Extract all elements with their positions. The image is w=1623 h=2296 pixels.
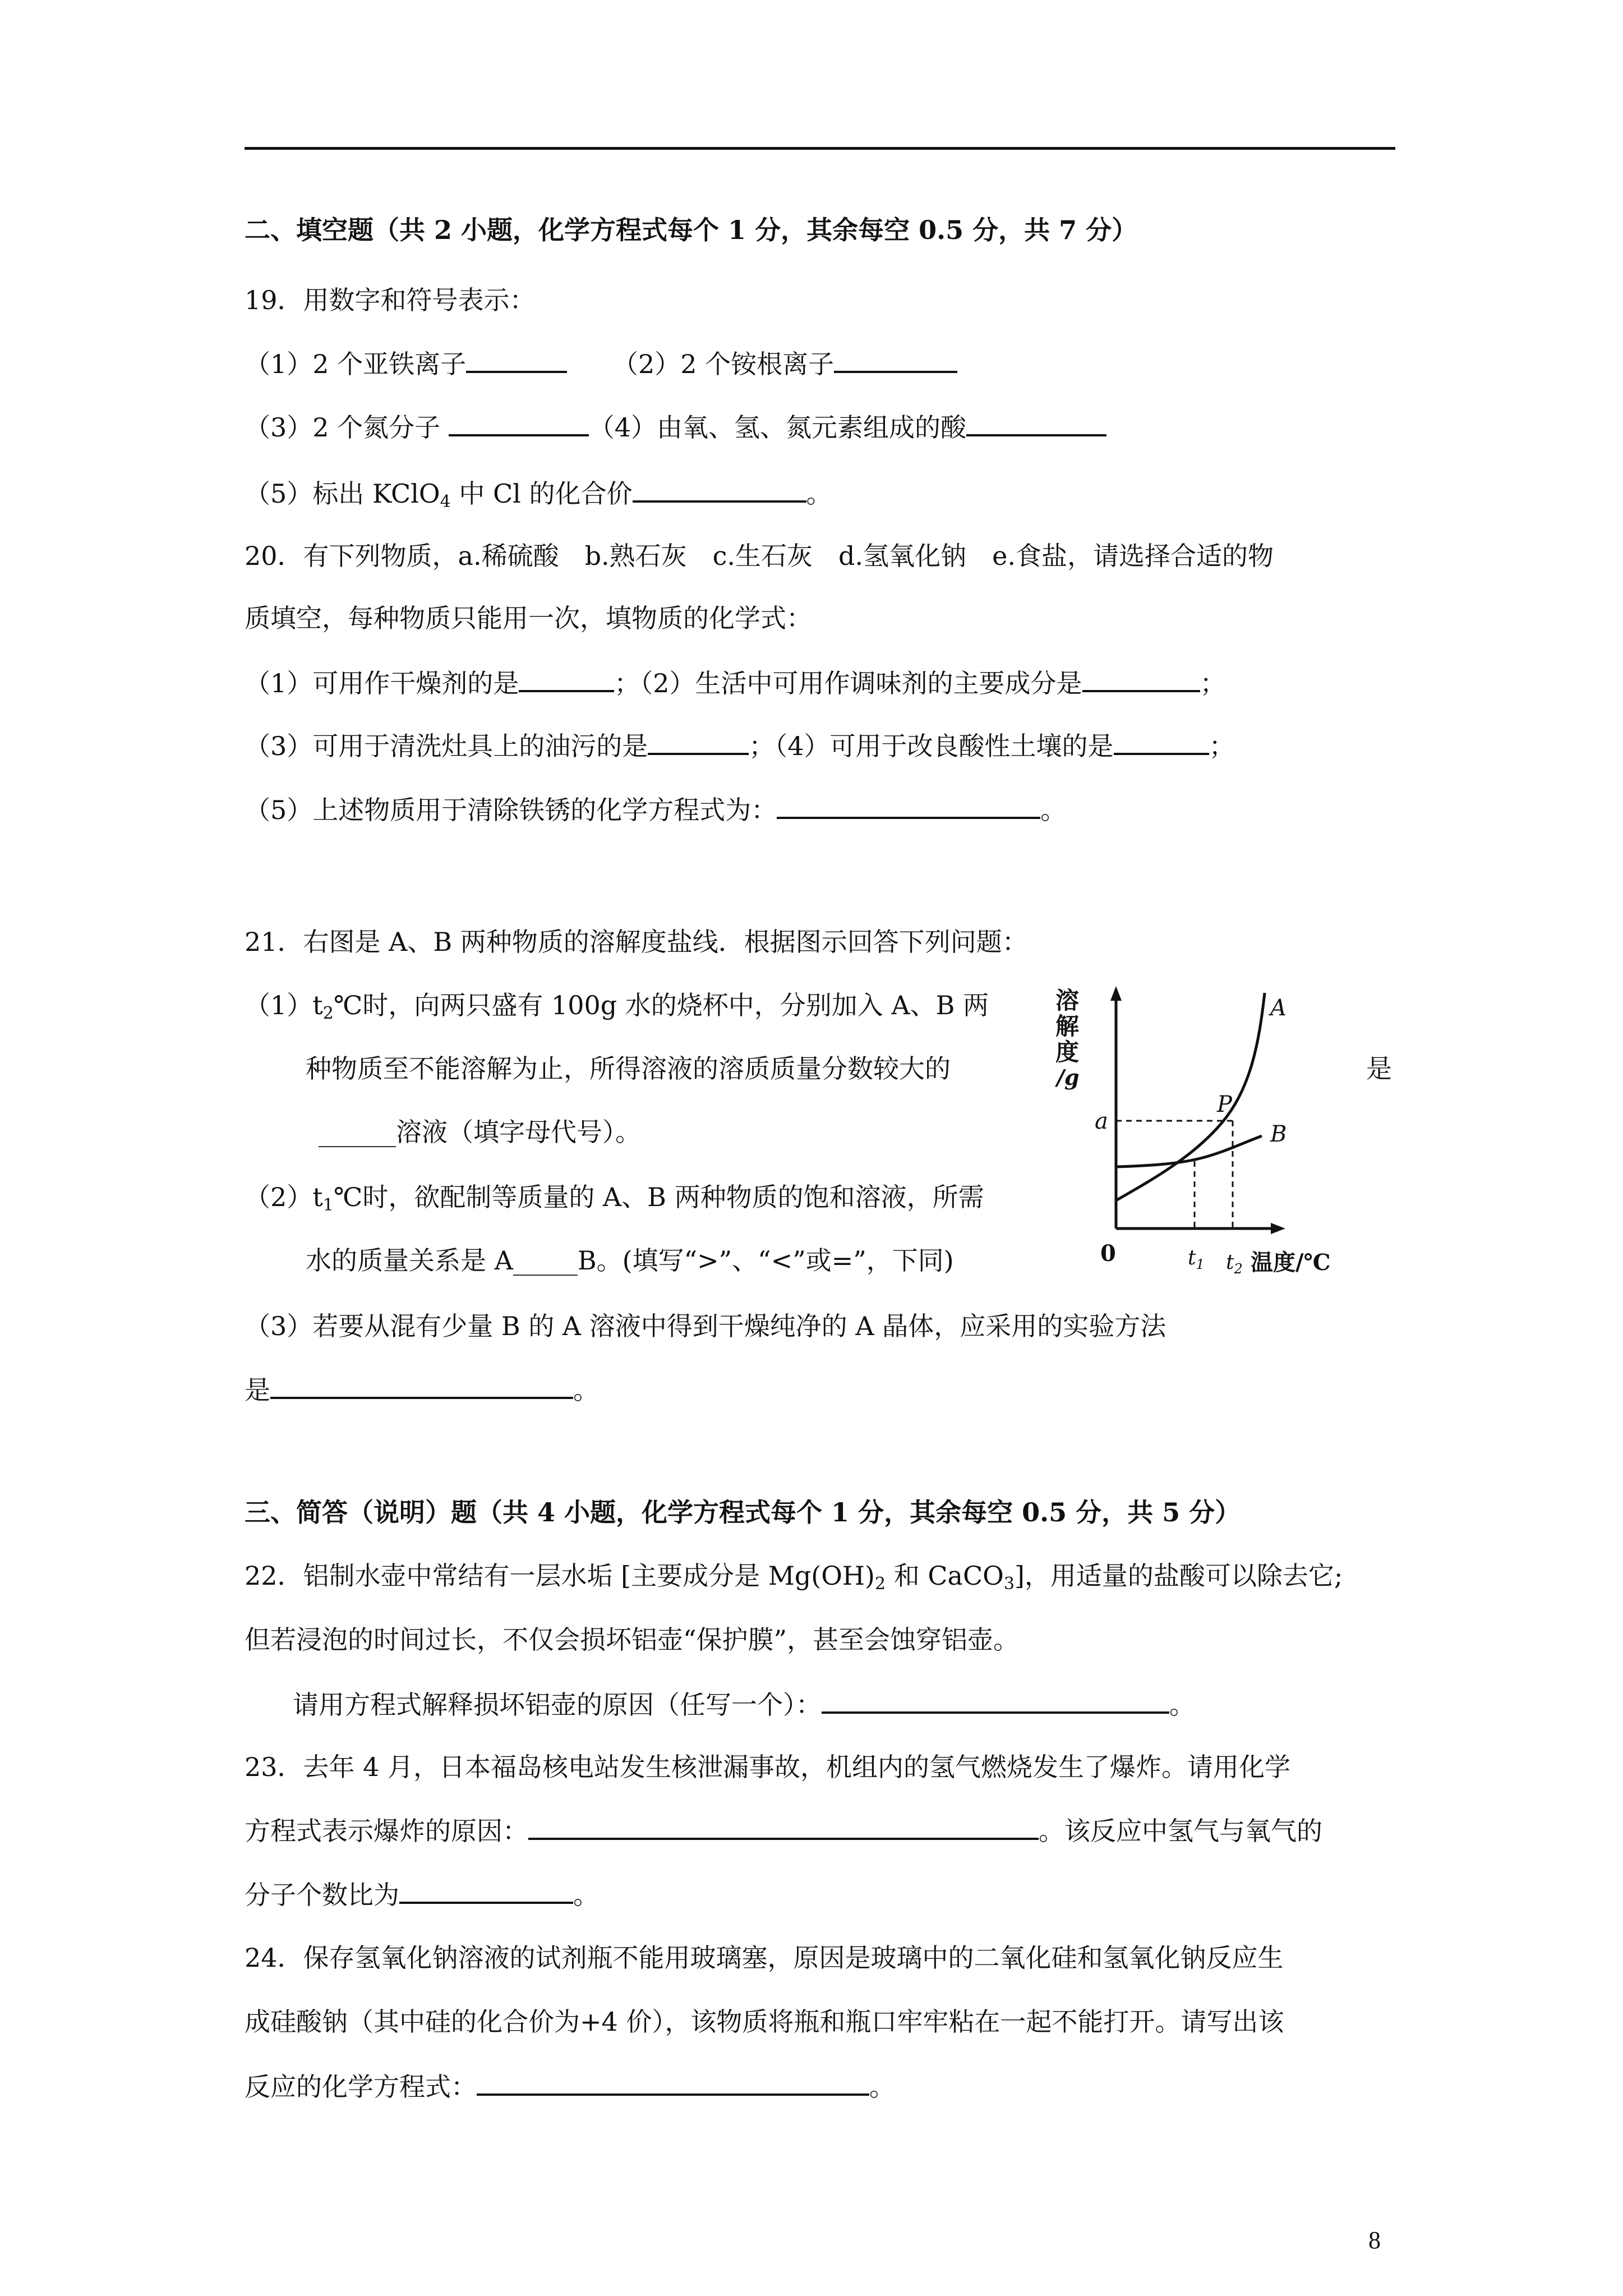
q20-line2: 质填空，每种物质只能用一次，填物质的化学式：	[245, 603, 812, 633]
q23-l2-end: 。该反应中氢气与氧气的	[1039, 1816, 1322, 1846]
chart-ylabel-4: /g	[1057, 1065, 1080, 1090]
q20-blank5[interactable]	[777, 792, 1040, 819]
chart-x-arrow	[1271, 1223, 1285, 1234]
q19-part5-sub: 4	[440, 492, 451, 512]
q21-p2-pre: （2）t	[245, 1182, 323, 1212]
q23-blank2[interactable]	[399, 1877, 573, 1904]
q21-blank1[interactable]: ______	[319, 1117, 396, 1147]
q19-line2	[245, 409, 1106, 444]
q19-blank5[interactable]	[633, 476, 806, 503]
q19-part5-pre: （5）标出 KClO	[245, 478, 440, 509]
chart-ylabel-3: 度	[1055, 1038, 1080, 1066]
chart-label-a: A	[1270, 995, 1287, 1021]
chart-tick-t1: $t_1$	[1188, 1246, 1205, 1272]
q19-blank4[interactable]	[966, 409, 1106, 436]
q20-part5-end: 。	[1040, 795, 1067, 825]
q20-part3: （3）可用于清洗灶具上的油污的是	[245, 731, 648, 761]
q23-line1: 23．去年 4 月，日本福岛核电站发生核泄漏事故，机组内的氢气燃烧发生了爆炸。请用化学	[245, 1752, 1291, 1782]
chart-ylabel-2: 解	[1055, 1013, 1080, 1040]
chart-y-arrow	[1110, 986, 1122, 1001]
q19-part1: （1）2 个亚铁离子	[245, 349, 467, 379]
q21-p1-sub: 2	[322, 1004, 334, 1023]
chart-xlabel: 温度/℃	[1251, 1249, 1331, 1276]
q22-line3	[293, 1687, 1195, 1722]
page-number: 8	[1368, 2226, 1381, 2254]
q19-part5-end: 。	[806, 478, 832, 509]
q19-line1b	[612, 346, 957, 381]
section-3-heading: 三、简答（说明）题（共 4 小题，化学方程式每个 1 分，其余每空 0.5 分，共 5 分）	[245, 1497, 1241, 1527]
q22-l3: 请用方程式解释损坏铝壶的原因（任写一个）：	[293, 1690, 822, 1720]
q22-sub2: 3	[1003, 1574, 1015, 1594]
q22-l1c: ]，用适量的盐酸可以除去它;	[1014, 1561, 1343, 1591]
q20-part5: （5）上述物质用于清除铁锈的化学方程式为：	[245, 795, 777, 825]
q21-p2-line2	[306, 1244, 954, 1277]
q24-line1: 24．保存氢氧化钠溶液的试剂瓶不能用玻璃塞，原因是玻璃中的二氧化硅和氢氧化钠反应生	[245, 1943, 1284, 1973]
q19-line3	[245, 476, 832, 510]
q21-p3-line1: （3）若要从混有少量 B 的 A 溶液中得到干燥纯净的 A 晶体，应采用的实验方法	[245, 1311, 1166, 1341]
q19-blank1[interactable]	[466, 346, 567, 373]
q21-p1-pre: （1）t	[245, 990, 323, 1020]
q22-l1b: 和 CaCO	[886, 1561, 1004, 1591]
q24-line3	[245, 2069, 895, 2104]
q20-part4: ；（4）可用于改良酸性土壤的是	[749, 731, 1114, 761]
q19-blank3[interactable]	[449, 409, 589, 436]
q20-line5	[245, 792, 1066, 827]
q23-l3-end: 。	[573, 1880, 599, 1910]
q20-part4-end: ；	[1209, 731, 1235, 761]
q22-line1	[245, 1559, 1343, 1593]
q19-stem: 19．用数字和符号表示：	[245, 285, 536, 315]
q22-l3-end: 。	[1169, 1690, 1195, 1720]
q24-blank[interactable]	[477, 2069, 869, 2096]
q21-blank3[interactable]	[270, 1372, 573, 1399]
q21-p1-line3	[319, 1115, 641, 1149]
q22-line2: 但若浸泡的时间过长，不仅会损坏铝壶“保护膜”，甚至会蚀穿铝壶。	[245, 1625, 1020, 1655]
q21-stem: 21．右图是 A、B 两种物质的溶解度盐线．根据图示回答下列问题：	[245, 927, 1028, 957]
q21-p1-line1	[245, 988, 989, 1022]
q20-line1: 20．有下列物质，a.稀硫酸 b.熟石灰 c.生石灰 d.氢氧化钠 e.食盐，请选择合适的物	[245, 541, 1274, 571]
q20-line4	[245, 728, 1235, 763]
q21-p3-end: 。	[573, 1375, 599, 1405]
q22-blank[interactable]	[822, 1687, 1169, 1714]
q23-l2: 方程式表示爆炸的原因：	[245, 1816, 528, 1846]
q20-blank3[interactable]	[648, 728, 749, 755]
q19-blank2[interactable]	[834, 346, 957, 373]
q21-p2-l2-pre: 水的质量关系是 A	[306, 1245, 513, 1276]
q21-p1-line2-end: 是	[1366, 1053, 1392, 1084]
q24-l3: 反应的化学方程式：	[245, 2072, 477, 2102]
q19-part2: （2）2 个铵根离子	[612, 349, 834, 379]
chart-ylabel-1: 溶	[1055, 987, 1080, 1014]
q21-p2-line1	[245, 1180, 984, 1214]
q21-p3-pre: 是	[245, 1375, 270, 1405]
q21-p2-l2-post: B。(填写“>”、“<”或=”，下同)	[577, 1245, 954, 1276]
q20-blank4[interactable]	[1114, 728, 1209, 755]
q23-blank1[interactable]	[528, 1813, 1039, 1840]
q21-p3-line2	[245, 1372, 599, 1407]
q23-line3	[245, 1877, 599, 1912]
q20-part2-end: ；	[1200, 668, 1226, 698]
chart-label-b: B	[1270, 1121, 1287, 1147]
q21-p2-post: ℃时，欲配制等质量的 A、B 两种物质的饱和溶液，所需	[333, 1182, 984, 1212]
q20-line3	[245, 665, 1226, 700]
q19-line1	[245, 346, 567, 381]
chart-label-a-tick: a	[1095, 1108, 1108, 1134]
chart-label-p: P	[1217, 1092, 1232, 1117]
chart-curve-a	[1116, 993, 1265, 1200]
header-rule	[245, 147, 1395, 150]
solubility-chart	[1054, 976, 1331, 1290]
q23-line2	[245, 1813, 1322, 1848]
q20-part2: ；（2）生活中可用作调味剂的主要成分是	[614, 668, 1082, 698]
q22-l1a: 22．铝制水壶中常结有一层水垢 [主要成分是 Mg(OH)	[245, 1561, 875, 1591]
q21-p2-sub: 1	[322, 1195, 334, 1215]
q24-l3-end: 。	[869, 2072, 895, 2102]
q22-sub1: 2	[875, 1574, 886, 1594]
chart-tick-t2: $t_2$	[1226, 1251, 1243, 1277]
q20-blank2[interactable]	[1082, 665, 1200, 692]
q19-part3: （3）2 个氮分子	[245, 412, 449, 443]
q24-line2: 成硅酸钠（其中硅的化合价为+4 价），该物质将瓶和瓶口牢牢粘在一起不能打开。请写出该	[245, 2007, 1284, 2037]
q21-p1-line3-text: 溶液（填字母代号）。	[396, 1117, 641, 1147]
q23-l3: 分子个数比为	[245, 1880, 399, 1910]
q21-p1-line2: 种物质至不能溶解为止，所得溶液的溶质质量分数较大的	[306, 1053, 951, 1084]
q19-part5-post: 中 Cl 的化合价	[450, 478, 633, 509]
q21-blank2[interactable]: _____	[513, 1245, 578, 1276]
q21-p1-post: ℃时，向两只盛有 100g 水的烧杯中，分别加入 A、B 两	[333, 990, 989, 1020]
q20-part1: （1）可用作干燥剂的是	[245, 668, 519, 698]
chart-curve-b	[1116, 1136, 1262, 1167]
q19-part4: （4）由氧、氢、氮元素组成的酸	[588, 412, 967, 443]
q20-blank1[interactable]	[519, 665, 614, 692]
section-2-heading: 二、填空题（共 2 小题，化学方程式每个 1 分，其余每空 0.5 分，共 7 分）	[245, 215, 1138, 245]
chart-origin: 0	[1100, 1240, 1116, 1267]
